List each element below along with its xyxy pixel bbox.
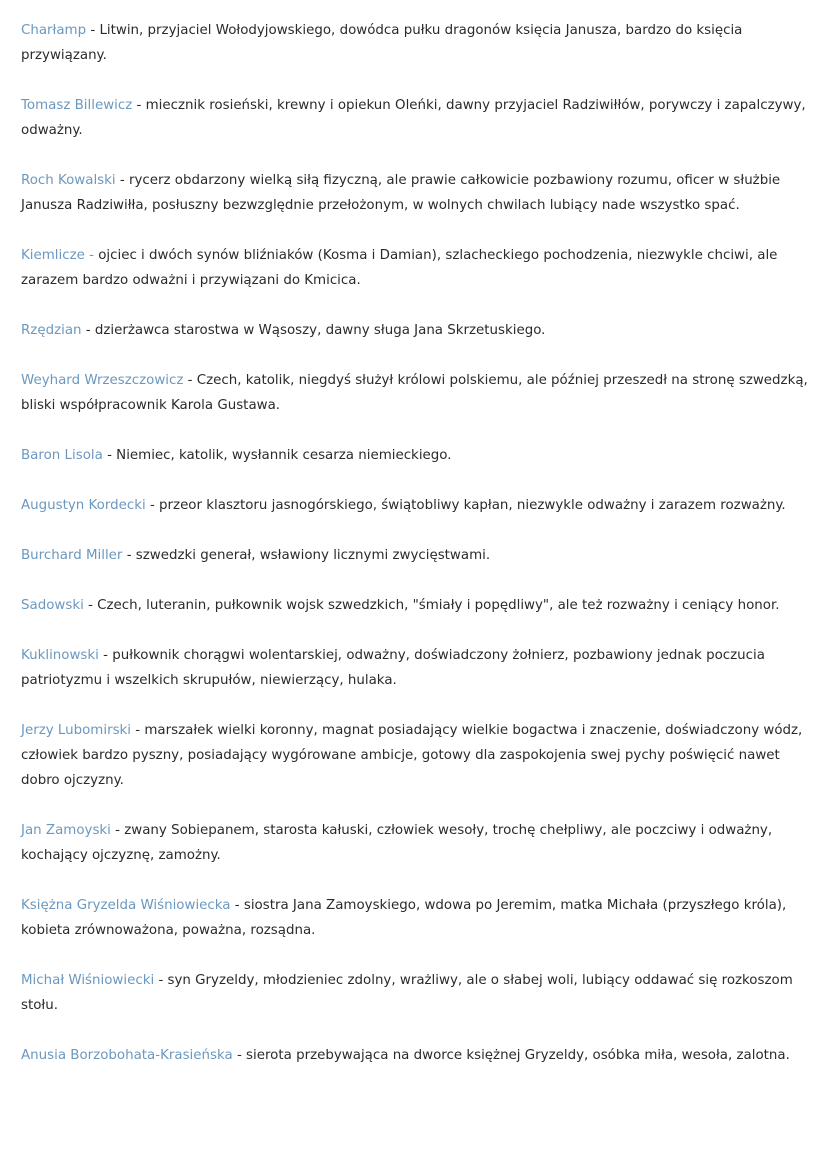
character-entry: [21, 168, 811, 218]
character-entry: [21, 93, 811, 143]
character-description: ojciec i dwóch synów bliźniaków (Kosma i Damian), szlacheckiego pochodzenia, niezwykle chciwi, ale zarazem bardzo odważni i przywiązani do Kmicica.: [21, 248, 778, 288]
character-name: Burchard Miller: [21, 548, 123, 563]
character-description: - siostra Jana Zamoyskiego, wdowa po Jeremim, matka Michała (przyszłego króla), kobieta zrównoważona, poważna, rozsądna.: [21, 898, 787, 938]
character-name: Roch Kowalski: [21, 173, 116, 188]
character-entry: [21, 593, 811, 618]
character-entry: [21, 493, 811, 518]
character-name: Jerzy Lubomirski: [21, 723, 132, 738]
character-entry: [21, 968, 811, 1018]
character-name: Jan Zamoyski: [21, 823, 111, 838]
character-name: Baron Lisola: [21, 448, 103, 463]
character-entry: [21, 643, 811, 693]
character-description: - miecznik rosieński, krewny i opiekun Oleńki, dawny przyjaciel Radziwiłłów, porywczy i zapalczywy, odważny.: [21, 98, 806, 138]
character-description: - dzierżawca starostwa w Wąsoszy, dawny sługa Jana Skrzetuskiego.: [81, 323, 546, 338]
character-description: - pułkownik chorągwi wolentarskiej, odważny, doświadczony żołnierz, pozbawiony jednak poczucia patriotyzmu i wszelkich skrupułów, niewierzący, hulaka.: [21, 648, 765, 688]
character-entry: [21, 818, 811, 868]
character-name: Weyhard Wrzeszczowicz: [21, 373, 184, 388]
character-name: Kuklinowski: [21, 648, 99, 663]
character-entry: [21, 543, 811, 568]
character-description: - Czech, luteranin, pułkownik wojsk szwedzkich, "śmiały i popędliwy", ale też rozważny i ceniący honor.: [83, 598, 780, 613]
character-description: - zwany Sobiepanem, starosta kałuski, człowiek wesoły, trochę chełpliwy, ale poczciwy i odważny, kochający ojczyznę, zamożny.: [21, 823, 773, 863]
character-description: - syn Gryzeldy, młodzieniec zdolny, wrażliwy, ale o słabej woli, lubiący oddawać się rozkoszom stołu.: [21, 973, 793, 1013]
character-description: - szwedzki generał, wsławiony licznymi zwycięstwami.: [122, 548, 491, 563]
character-entry: [21, 718, 811, 793]
character-entry: [21, 368, 811, 418]
character-entry: [21, 1043, 811, 1068]
character-entry: [21, 893, 811, 943]
character-entry: [21, 443, 811, 468]
character-description: - przeor klasztoru jasnogórskiego, świątobliwy kapłan, niezwykle odważny i zarazem rozważny.: [145, 498, 786, 513]
character-entry: [21, 18, 811, 68]
character-entry: [21, 318, 811, 343]
character-description: - Litwin, przyjaciel Wołodyjowskiego, dowódca pułku dragonów księcia Janusza, bardzo do księcia przywiązany.: [21, 23, 743, 63]
character-description: - Czech, katolik, niegdyś służył królowi polskiemu, ale później przeszedł na stronę szwedzką, bliski współpracownik Karola Gustawa.: [21, 373, 808, 413]
character-name: Księżna Gryzelda Wiśniowiecka: [21, 898, 231, 913]
character-name: Michał Wiśniowiecki: [21, 973, 155, 988]
character-name: Tomasz Billewicz: [21, 98, 133, 113]
character-name: Augustyn Kordecki: [21, 498, 146, 513]
character-description: - rycerz obdarzony wielką siłą fizyczną, ale prawie całkowicie pozbawiony rozumu, oficer w służbie Janusza Radziwiłła, posłuszny bezwzględnie przełożonym, w wolnych chwilach lubiący nade wszystko spać.: [21, 173, 781, 213]
character-name: Kiemlicze -: [21, 248, 94, 263]
character-name: Anusia Borzobohata-Krasieńska: [21, 1048, 233, 1063]
character-description: - sierota przebywająca na dworce księżnej Gryzeldy, osóbka miła, wesoła, zalotna.: [232, 1048, 790, 1063]
character-name: Rzędzian: [21, 323, 82, 338]
character-name: Charłamp: [21, 23, 87, 38]
character-entry: [21, 243, 811, 293]
character-name: Sadowski: [21, 598, 84, 613]
character-description: - marszałek wielki koronny, magnat posiadający wielkie bogactwa i znaczenie, doświadczony wódz, człowiek bardzo pyszny, posiadający wygórowane ambicje, gotowy dla zaspokojenia swej pychy poświęcić nawet dobro ojczyzny.: [21, 723, 803, 788]
character-description: - Niemiec, katolik, wysłannik cesarza niemieckiego.: [102, 448, 452, 463]
character-list: [21, 18, 811, 1093]
